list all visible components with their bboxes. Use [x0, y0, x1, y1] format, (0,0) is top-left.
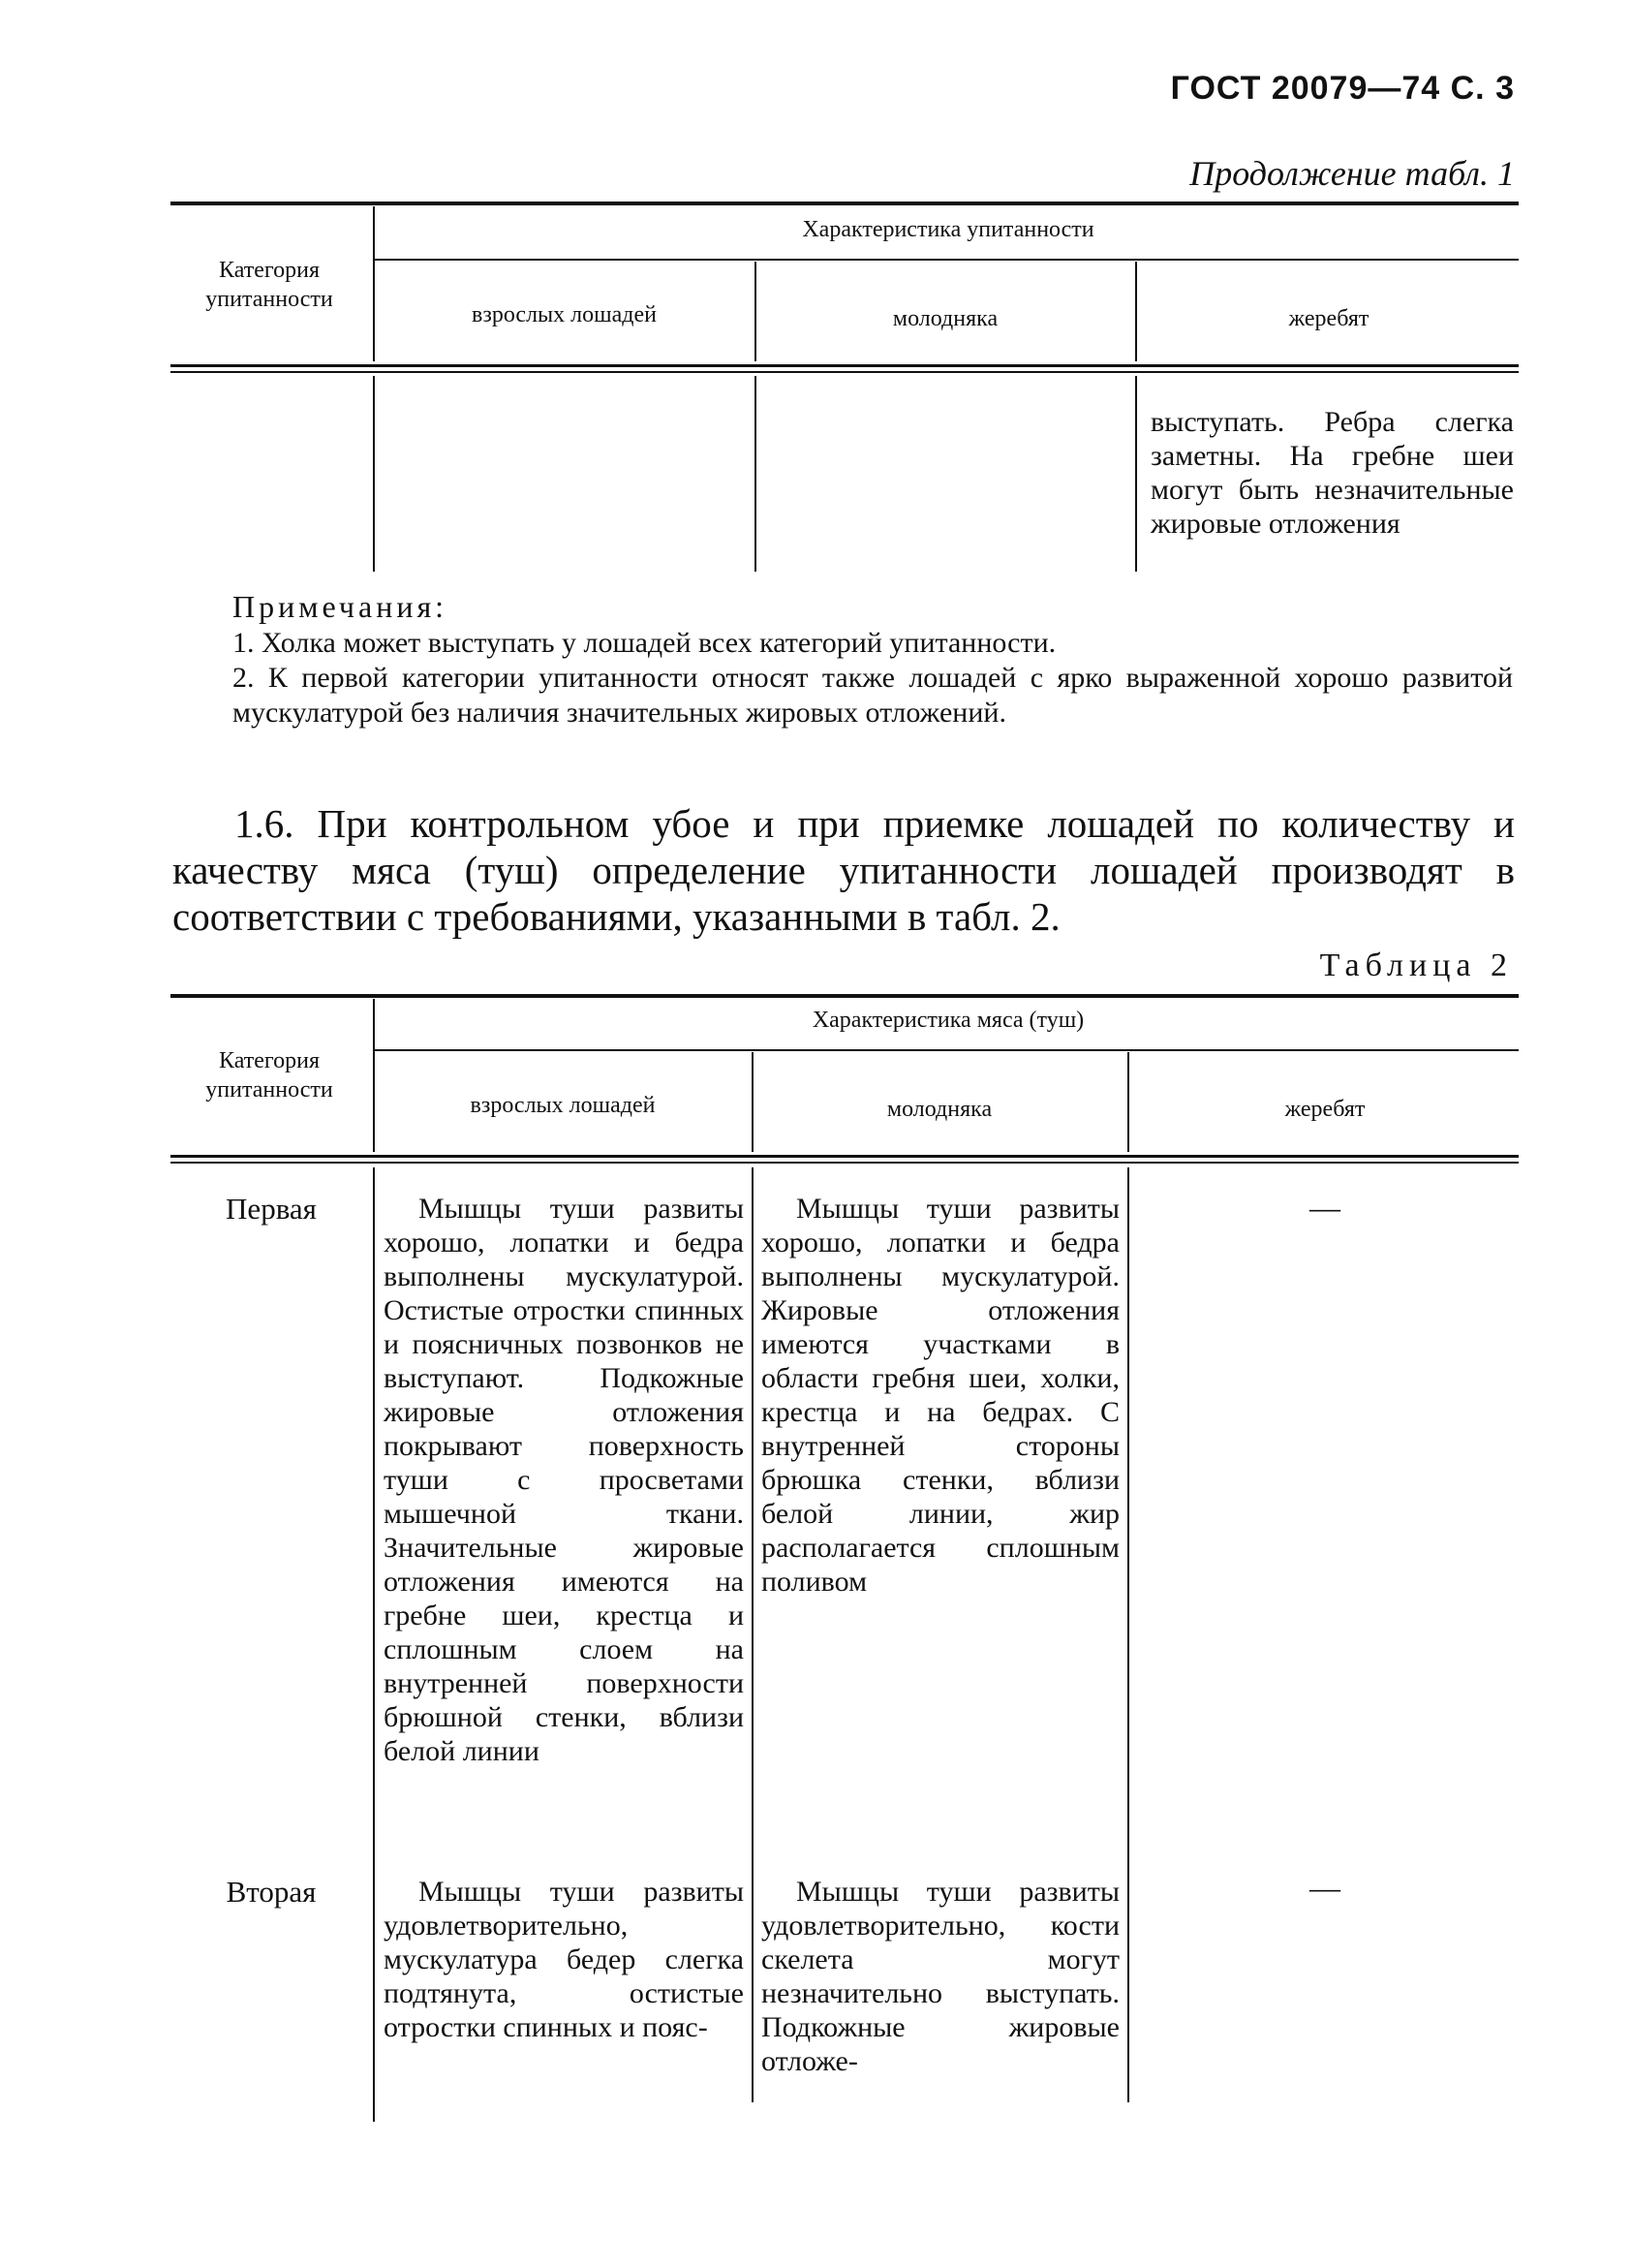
table-2-row-foal: —: [1309, 1870, 1340, 1905]
note-item-1: 1. Холка может выступать у лошадей всех категорий упитанности.: [232, 627, 1057, 659]
table-2-top-rule: [170, 994, 1519, 998]
table-2-row-adult: Мышцы туши развиты удовлетворительно, мускулатура бедер слегка подтянута, остистые отростки спинных и пояс-: [384, 1876, 744, 2043]
page-header-code: ГОСТ 20079—74 С. 3: [1170, 70, 1515, 107]
table-2-row-young: Мышцы туши развиты хорошо, лопатки и бедра выполнены мускулатурой. Жировые отложения имеются участками в области гребня шеи, холки, крестца и на бедрах. С внутренней стороны брюшка стенки, вблизи белой линии, жир располагается сплошным поливом: [761, 1193, 1120, 1598]
table-1-header-rule-a: [170, 364, 1519, 367]
table-1-body-divider-1: [373, 376, 375, 572]
table-1-col-adult: взрослых лошадей: [472, 302, 657, 327]
table-continuation-label: Продолжение табл. 1: [1189, 154, 1515, 193]
table-1-top-rule: [170, 202, 1519, 205]
table-1-divider-2: [754, 262, 756, 361]
table-2-row-young: Мышцы туши развиты удовлетворительно, кости скелета могут незначительно выступать. Подкожные жировые отложе-: [761, 1876, 1120, 2077]
table-1-divider-1: [373, 206, 375, 361]
paragraph-1-6: 1.6. При контрольном убое и при приемке лошадей по количеству и качеству мяса (туш) определение упитанности лошадей производят в соответствии с требованиями, указанными в табл. 2.: [172, 801, 1515, 939]
table-1-col-foal: жеребят: [1288, 306, 1369, 331]
table-1-col-category: Категория упитанности: [205, 258, 333, 312]
table-2-body-divider-3: [1127, 1167, 1129, 2102]
table-2-group-header: Характеристика мяса (туш): [812, 1008, 1085, 1033]
table-2-group-rule: [374, 1049, 1519, 1051]
table-2-header-rule-a: [170, 1155, 1519, 1158]
table-2-header-rule-b: [170, 1162, 1519, 1164]
table-1-header-rule-b: [170, 371, 1519, 373]
table-1-body-divider-2: [754, 376, 756, 572]
table-2-col-young: молодняка: [886, 1097, 993, 1122]
table-1-col-young: молодняка: [892, 306, 999, 331]
table-2-divider-2: [752, 1052, 754, 1152]
table-2-col-category: Категория упитанности: [205, 1048, 333, 1103]
table-2-body-divider-1: [373, 1167, 375, 2122]
table-2-divider-3: [1127, 1052, 1129, 1152]
table-1-group-header: Характеристика упитанности: [802, 217, 1094, 242]
note-item-2: 2. К первой категории упитанности относят также лошадей с ярко выраженной хорошо развитой мускулатурой без наличия значительных жировых отложений.: [232, 662, 1513, 729]
table-2-row-category: Вторая: [226, 1875, 317, 1909]
table-2-row-foal: —: [1309, 1190, 1340, 1225]
table-1-divider-3: [1135, 262, 1137, 361]
table-1-group-rule: [374, 259, 1519, 261]
table-2-row-adult: Мышцы туши развиты хорошо, лопатки и бедра выполнены мускулатурой. Остистые отростки спинных и поясничных позвонков не выступают. Подкожные жировые отложения покрывают поверхность туши с просветами мышечной ткани. Значительные жировые отложения имеются на гребне шеи, крестца и сплошным слоем на внутренней поверхности брюшной стенки, вблизи белой линии: [384, 1193, 744, 1767]
table-1-body-divider-3: [1135, 376, 1137, 572]
table-2-col-adult: взрослых лошадей: [470, 1093, 656, 1118]
table-1-foal-cell: выступать. Ребра слегка заметны. На гребне шеи могут быть незначительные жировые отложения: [1151, 406, 1514, 540]
notes-title: Примечания:: [232, 589, 448, 624]
table-2-row-category: Первая: [226, 1192, 317, 1226]
table-2-col-foal: жеребят: [1284, 1097, 1366, 1122]
table-2-body-divider-2: [752, 1167, 754, 2102]
table-2-divider-1: [373, 999, 375, 1152]
table-2-caption: Таблица 2: [1319, 948, 1513, 983]
